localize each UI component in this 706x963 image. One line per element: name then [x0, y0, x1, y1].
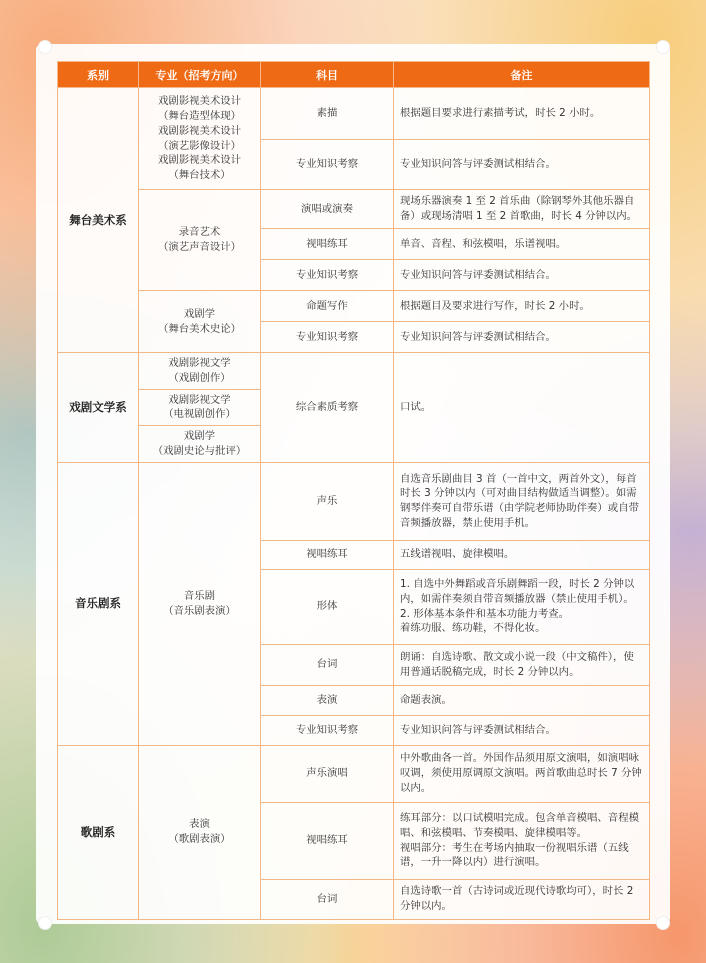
note-cell: 口试。 [394, 353, 650, 463]
corner-dot-top-right [656, 40, 670, 54]
subject-cell: 声乐 [261, 462, 394, 540]
department-musical: 音乐剧系 [58, 462, 139, 745]
subject-cell: 形体 [261, 569, 394, 644]
table-row [58, 353, 650, 390]
subject-cell: 综合素质考察 [261, 353, 394, 463]
subject-cell: 台词 [261, 879, 394, 919]
subject-cell: 表演 [261, 685, 394, 715]
major-lit-3: 戏剧学 （戏剧史论与批评） [139, 426, 261, 463]
note-cell: 五线谱视唱、旋律模唱。 [394, 540, 650, 569]
major-stage-design: 戏剧影视美术设计 （舞台造型体现） 戏剧影视美术设计 （演艺影像设计） 戏剧影视美术设计 （舞台技术） [139, 88, 261, 190]
note-cell: 专业知识问答与评委测试相结合。 [394, 140, 650, 190]
subject-cell: 素描 [261, 88, 394, 140]
header-subject: 科目 [261, 62, 394, 88]
corner-dot-bottom-left [38, 916, 52, 930]
note-cell: 命题表演。 [394, 685, 650, 715]
subject-cell: 视唱练耳 [261, 802, 394, 879]
major-lit-1: 戏剧影视文学 （戏剧创作） [139, 353, 261, 390]
note-cell: 中外歌曲各一首。外国作品须用原文演唱，如演唱咏叹调，须使用原调原文演唱。两首歌曲总时长 7 分钟以内。 [394, 745, 650, 802]
subject-cell: 专业知识考察 [261, 260, 394, 291]
header-note: 备注 [394, 62, 650, 88]
subject-cell: 专业知识考察 [261, 715, 394, 745]
department-opera: 歌剧系 [58, 745, 139, 919]
major-opera-perf: 表演 （歌剧表演） [139, 745, 261, 919]
table-row [58, 745, 650, 802]
header-department: 系别 [58, 62, 139, 88]
major-lit-2: 戏剧影视文学 （电视剧创作） [139, 389, 261, 426]
note-cell: 单音、音程、和弦模唱，乐谱视唱。 [394, 229, 650, 260]
department-drama-lit: 戏剧文学系 [58, 353, 139, 463]
department-stage-art: 舞台美术系 [58, 88, 139, 353]
subject-cell: 台词 [261, 644, 394, 685]
note-cell: 自选诗歌一首（古诗词或近现代诗歌均可），时长 2 分钟以内。 [394, 879, 650, 919]
header-major: 专业（招考方向） [139, 62, 261, 88]
note-cell: 自选音乐剧曲目 3 首（一首中文，两首外文），每首时长 3 分钟以内（可对曲目结构做适当调整）。如需钢琴伴奏可自带乐谱（由学院老师协助伴奏）或自带音频播放器，禁止使用手机。 [394, 462, 650, 540]
subject-cell: 视唱练耳 [261, 229, 394, 260]
note-cell: 专业知识问答与评委测试相结合。 [394, 715, 650, 745]
table-row [58, 88, 650, 140]
subject-cell: 视唱练耳 [261, 540, 394, 569]
note-cell: 根据题目要求进行素描考试，时长 2 小时。 [394, 88, 650, 140]
corner-dot-top-left [38, 40, 52, 54]
admission-subjects-table [57, 61, 650, 920]
table-row [58, 462, 650, 540]
subject-cell: 声乐演唱 [261, 745, 394, 802]
major-musical-perf: 音乐剧 （音乐剧表演） [139, 462, 261, 745]
subject-cell: 专业知识考察 [261, 322, 394, 353]
note-cell: 专业知识问答与评委测试相结合。 [394, 322, 650, 353]
note-cell: 朗诵：自选诗歌、散文或小说一段（中文稿件），使用普通话脱稿完成，时长 2 分钟以内。 [394, 644, 650, 685]
note-cell: 专业知识问答与评委测试相结合。 [394, 260, 650, 291]
subject-cell: 专业知识考察 [261, 140, 394, 190]
corner-dot-bottom-right [656, 916, 670, 930]
table-header-row [58, 62, 650, 88]
note-cell: 1. 自选中外舞蹈或音乐剧舞蹈一段，时长 2 分钟以内，如需伴奏须自带音频播放器（禁止使用手机）。 2. 形体基本条件和基本功能力考查。 着练功服、练功鞋，不得化妆。 [394, 569, 650, 644]
subject-cell: 演唱或演奏 [261, 190, 394, 229]
note-cell: 现场乐器演奏 1 至 2 首乐曲（除钢琴外其他乐器自备）或现场清唱 1 至 2 首歌曲，时长 4 分钟以内。 [394, 190, 650, 229]
major-sound-art: 录音艺术 （演艺声音设计） [139, 190, 261, 291]
major-drama-theory: 戏剧学 （舞台美术史论） [139, 291, 261, 353]
note-cell: 练耳部分：以口试模唱完成。包含单音模唱、音程模唱、和弦模唱、节奏模唱、旋律模唱等。 视唱部分：考生在考场内抽取一份视唱乐谱（五线谱，一升一降以内）进行演唱。 [394, 802, 650, 879]
table-row [58, 190, 650, 229]
note-cell: 根据题目及要求进行写作，时长 2 小时。 [394, 291, 650, 322]
subject-cell: 命题写作 [261, 291, 394, 322]
table-row [58, 291, 650, 322]
